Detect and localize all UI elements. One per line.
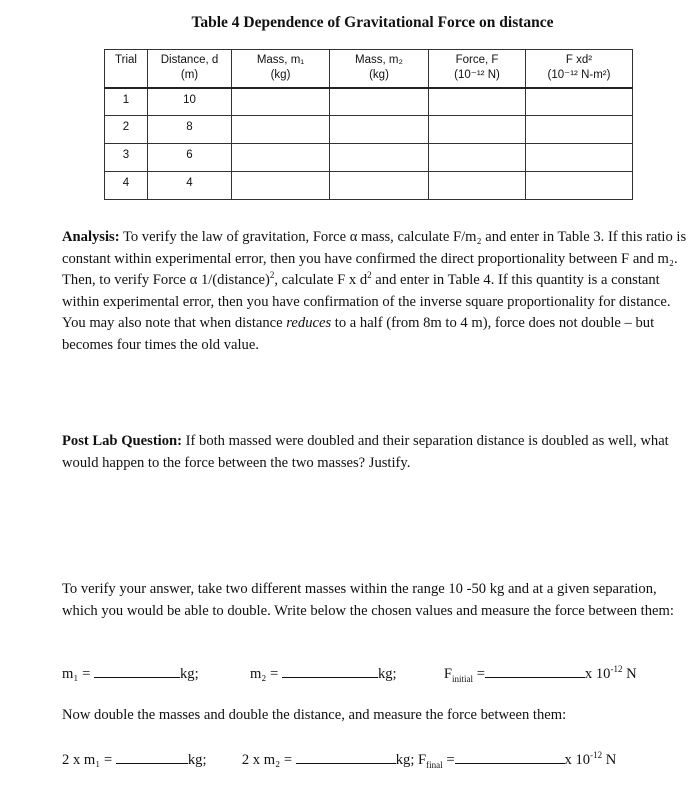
cell-mass-2[interactable] (330, 144, 429, 172)
analysis-label: Analysis: (62, 229, 120, 245)
header-force (429, 50, 526, 88)
header-unit: (10⁻¹² N) (454, 69, 500, 81)
table-row (105, 172, 633, 200)
newton-unit: N (622, 666, 637, 682)
table-title: Table 4 Dependence of Gravitational Force on distance (191, 14, 554, 31)
post-lab-text: If both massed were doubled and their separation distance is doubled as well, what would happen to the force between the two masses? Justify. (62, 433, 669, 471)
header-label: F xd² (565, 54, 593, 66)
header-unit: (kg) (369, 69, 389, 81)
analysis-emphasis: reduces (286, 315, 332, 331)
cell-force[interactable] (429, 88, 526, 116)
f-subscript: initial (452, 673, 474, 684)
analysis-text: , calculate F x d (274, 272, 368, 288)
superscript: 2 (367, 270, 372, 281)
table-row (105, 88, 633, 116)
header-label: Force, F (455, 54, 499, 66)
f-final-input[interactable] (455, 750, 565, 764)
header-label: Mass, m₂ (355, 54, 403, 66)
cell-force-d2[interactable] (526, 144, 633, 172)
f-subscript: final (426, 759, 443, 770)
header-trial (105, 50, 148, 88)
f-symbol: F (418, 752, 427, 768)
kg-unit: kg; (179, 666, 199, 682)
header-force-times-d2 (526, 50, 633, 88)
header-unit: (kg) (270, 69, 291, 81)
header-unit: (m) (180, 69, 199, 81)
f-symbol: F (443, 666, 453, 682)
cell-mass-2[interactable] (330, 172, 429, 200)
post-lab-question (62, 431, 690, 474)
analysis-text: To verify the law of gravitation, Force α mass, calculate F/m₂ and enter in Table 3. If this ratio is constant within experimental error, then you have confirmed the direct proportionality between F and m₂. Then, to verify Force α 1/(distance) (62, 229, 687, 288)
cell-distance: 4 (148, 172, 232, 200)
cell-force-d2[interactable] (526, 116, 633, 144)
verify-instructions: To verify your answer, take two different masses within the range 10 -50 kg and at a given separation, which you would be able to double. Write below the chosen values and measure the force between them: (62, 581, 674, 619)
cell-mass-1[interactable] (232, 144, 330, 172)
table-header-row (105, 50, 633, 88)
m1-input[interactable] (94, 664, 180, 678)
header-label: Distance, d (160, 54, 219, 66)
equals: = (476, 666, 485, 682)
two-m2-label: 2 x m₂ = (241, 752, 293, 768)
analysis-text: and enter in Table 4. If this quantity is a constant within experimental error, then you have confirmation of the inverse square proportionality for distance. You may also note that when distance (62, 272, 671, 331)
exponent: -12 (590, 750, 603, 761)
f-initial-label (444, 666, 485, 682)
m2-label: m₂ = (249, 666, 279, 682)
cell-mass-1[interactable] (232, 88, 330, 116)
table-row (105, 116, 633, 144)
header-label: Mass, m₁ (256, 54, 305, 66)
cell-mass-2[interactable] (330, 88, 429, 116)
header-mass-1 (232, 50, 330, 88)
cell-force[interactable] (429, 116, 526, 144)
superscript: 2 (269, 270, 275, 281)
header-label: Trial (115, 54, 137, 66)
cell-force-d2[interactable] (526, 172, 633, 200)
f-initial-input[interactable] (485, 664, 585, 678)
m2-input[interactable] (282, 664, 378, 678)
cell-force[interactable] (429, 172, 526, 200)
cell-force[interactable] (429, 144, 526, 172)
cell-mass-2[interactable] (330, 116, 429, 144)
kg-unit: kg; (377, 666, 397, 682)
exponent: -12 (610, 664, 623, 675)
newton-unit: N (602, 752, 617, 768)
header-distance (148, 50, 232, 88)
kg-unit: kg; (395, 752, 415, 768)
power-label: x 10 (564, 752, 591, 768)
initial-measurement-line (62, 664, 637, 683)
header-mass-2 (330, 50, 429, 88)
m1-label: m₁ = (62, 666, 91, 682)
cell-mass-1[interactable] (232, 116, 330, 144)
analysis-text: to a half (from 8m to 4 m), force does not double – but becomes four times the old value. (62, 315, 655, 353)
cell-trial: 1 (105, 88, 148, 116)
double-instructions: Now double the masses and double the distance, and measure the force between them: (62, 707, 567, 723)
power-label: x 10 (584, 666, 611, 682)
cell-distance: 10 (148, 88, 232, 116)
cell-trial: 3 (105, 144, 148, 172)
kg-unit: kg; (187, 752, 207, 768)
cell-force-d2[interactable] (526, 88, 633, 116)
cell-trial: 4 (105, 172, 148, 200)
cell-trial: 2 (105, 116, 148, 144)
equals: = (446, 752, 455, 768)
cell-distance: 8 (148, 116, 232, 144)
analysis-paragraph (62, 227, 690, 356)
data-table (104, 49, 633, 200)
post-lab-label: Post Lab Question: (62, 433, 183, 449)
header-unit: (10⁻¹² N-m²) (547, 69, 611, 81)
cell-mass-1[interactable] (232, 172, 330, 200)
cell-distance: 6 (148, 144, 232, 172)
f-final-label (418, 752, 455, 768)
table-row (105, 144, 633, 172)
two-m1-label: 2 x m₁ = (62, 752, 113, 768)
two-m1-input[interactable] (116, 750, 188, 764)
two-m2-input[interactable] (296, 750, 396, 764)
final-measurement-line (62, 750, 616, 769)
